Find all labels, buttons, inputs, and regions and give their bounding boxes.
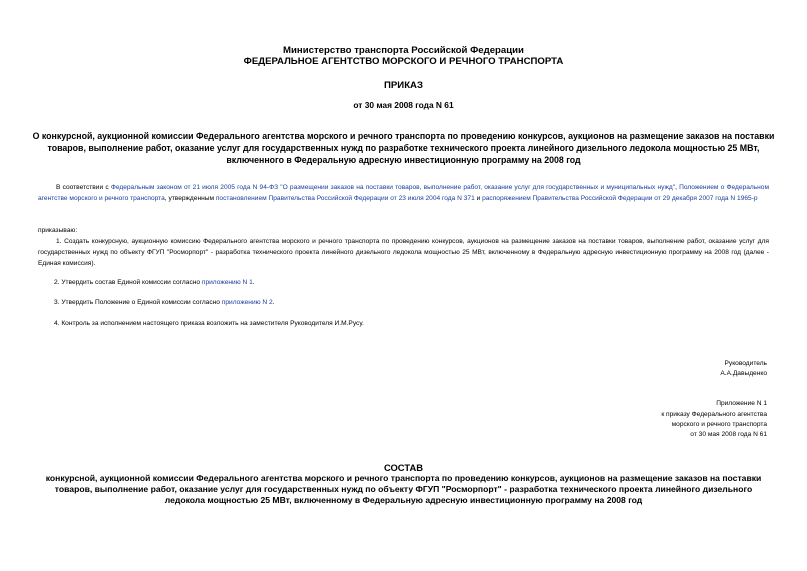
appendix-label: Приложение N 1 bbox=[716, 400, 767, 407]
preamble-text-3: , утвержденным bbox=[164, 195, 216, 202]
preamble-text-1: В соответствии с bbox=[56, 184, 111, 191]
item-3-text: 3. Утвердить Положение о Единой комиссии согласно bbox=[54, 299, 222, 306]
orders-label: приказываю: bbox=[38, 227, 78, 234]
order-item-3 bbox=[54, 297, 769, 308]
signature-position: Руководитель bbox=[724, 360, 767, 367]
government-order-link[interactable]: распоряжением Правительства Российской Федерации от 29 декабря 2007 года N 1965-р bbox=[482, 195, 758, 202]
order-item-4: 4. Контроль за исполнением настоящего приказа возложить на заместителя Руководителя И.М.Русу. bbox=[54, 320, 364, 327]
composition-heading: СОСТАВ bbox=[383, 462, 424, 473]
appendix-1-link[interactable]: приложению N 1 bbox=[201, 279, 253, 286]
government-resolution-link[interactable]: постановлением Правительства Российской Федерации от 23 июля 2004 года N 371 bbox=[215, 195, 475, 202]
appendix-2-link[interactable]: приложению N 2 bbox=[221, 299, 273, 306]
item-3-end: . bbox=[272, 299, 275, 306]
agency-name: ФЕДЕРАЛЬНОЕ АГЕНТСТВО МОРСКОГО И РЕЧНОГО ТРАНСПОРТА bbox=[243, 56, 564, 67]
item-2-text: 2. Утвердить состав Единой комиссии согласно bbox=[54, 279, 202, 286]
agency-regulation-link[interactable]: Положением о Федеральном агентстве морского и речного транспорта bbox=[38, 184, 769, 202]
document-date-number: от 30 мая 2008 года N 61 bbox=[353, 100, 454, 110]
signature-name: А.А.Давыденко bbox=[720, 370, 767, 377]
appendix-line-1: к приказу Федерального агентства bbox=[661, 411, 767, 418]
appendix-line-3: от 30 мая 2008 года N 61 bbox=[690, 431, 767, 438]
order-item-2 bbox=[54, 277, 769, 288]
preamble-text-2: , bbox=[675, 184, 680, 191]
document-type: ПРИКАЗ bbox=[384, 80, 423, 91]
preamble-paragraph bbox=[38, 182, 769, 204]
federal-law-link[interactable]: Федеральным законом от 21 июля 2005 года N 94-ФЗ "О размещении заказов на поставки товаров, выполнение работ, оказание услуг для государственных и муниципальных нужд" bbox=[110, 184, 676, 191]
order-item-1: 1. Создать конкурсную, аукционную комиссию Федерального агентства морского и речного транспорта по проведению конкурсов, аукционов на размещение заказов на поставки товаров, выполнение работ, оказание услуг для государственных нужд по объекту ФГУП "Росморпорт" - разработка технического проекта линейного дизельного ледокола мощностью 25 МВт, включенному в Федеральную адресную инвестиционную программу на 2008 год (далее - Единая комиссия). bbox=[38, 238, 769, 267]
ministry-name: Министерство транспорта Российской Федерации bbox=[283, 45, 524, 56]
preamble-text-4: и bbox=[474, 195, 483, 202]
item-2-end: . bbox=[252, 279, 255, 286]
appendix-line-2: морского и речного транспорта bbox=[671, 421, 767, 428]
composition-description: конкурсной, аукционной комиссии Федерального агентства морского и речного транспорта по проведению конкурсов, аукционов на размещение заказов на поставки товаров, выполнение работ, оказание услуг для государственных нужд по объекту ФГУП "Росморпорт" - разработка технического проекта линейного дизельного ледокола мощностью 25 МВт, включенному в Федеральную адресную инвестиционную программу на 2008 год bbox=[45, 473, 762, 505]
document-title: О конкурсной, аукционной комиссии Федерального агентства морского и речного транспорта по проведению конкурсов, аукционов на размещение заказов на поставки товаров, выполнение работ, оказание услуг для государственных нужд по разработке технического проекта линейного дизельного ледокола мощностью 25 МВт, включенного в Федеральную адресную инвестиционную программу на 2008 год bbox=[32, 131, 775, 165]
